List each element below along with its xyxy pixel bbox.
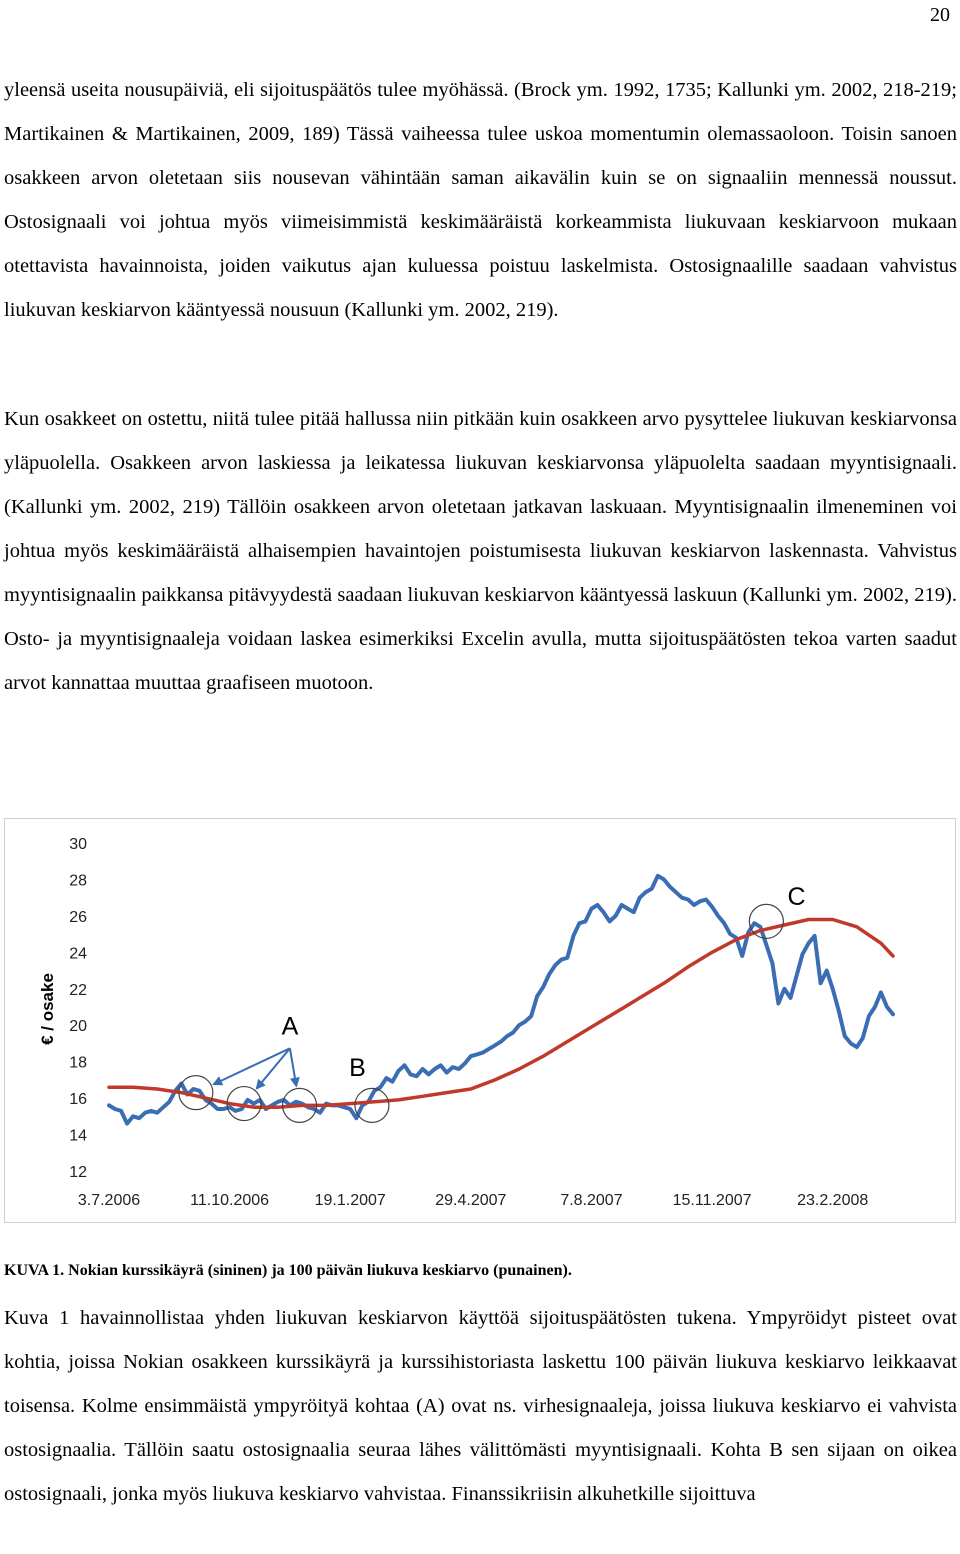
stock-chart bbox=[5, 819, 955, 1222]
paragraph-2: Kun osakkeet on ostettu, niitä tulee pitää hallussa niin pitkään kuin osakkeen arvo pysyttelee liukuvan keskiarvonsa yläpuolella. Osakkeen arvon laskiessa ja leikatessa liukuvan keskiarvonsa yläpuolelta saadaan myyntisignaali. (Kallunki ym. 2002, 219) Tällöin osakkeen arvon oletetaan jatkavan laskuaan. Myyntisignaalin ilmeneminen voi johtua myös keskimääräistä alhaisempien havaintojen poistumisesta liukuvan keskiarvon laskennasta. Vahvistus myyntisignaalin paikkansa pitävyydestä saadaan liukuvan keskiarvon kääntyessä laskuun (Kallunki ym. 2002, 219). Osto- ja myyntisignaaleja voidaan laskea esimerkiksi Excelin avulla, mutta sijoituspäätösten tekoa varten saadut arvot kannattaa muuttaa graafiseen muotoon. bbox=[4, 408, 957, 694]
y-tick-label: 28 bbox=[69, 872, 87, 890]
chart-frame bbox=[4, 818, 956, 1223]
signal-arrow bbox=[290, 1048, 296, 1085]
x-tick-label: 15.11.2007 bbox=[672, 1192, 752, 1209]
y-tick-label: 22 bbox=[69, 981, 87, 999]
x-tick-label: 7.8.2007 bbox=[560, 1192, 623, 1209]
x-tick-label: 29.4.2007 bbox=[435, 1192, 507, 1209]
y-tick-label: 12 bbox=[69, 1164, 87, 1181]
signal-arrow bbox=[214, 1048, 290, 1084]
page-number: 20 bbox=[930, 4, 950, 26]
y-tick-label: 16 bbox=[69, 1091, 87, 1109]
x-tick-label: 11.10.2006 bbox=[190, 1192, 270, 1209]
y-tick-label: 24 bbox=[69, 945, 87, 963]
x-tick-label: 3.7.2006 bbox=[77, 1192, 141, 1209]
y-tick-label: 26 bbox=[69, 908, 87, 926]
annotation-label-c: C bbox=[787, 882, 806, 911]
y-tick-label: 18 bbox=[69, 1054, 87, 1072]
annotation-label-a: A bbox=[281, 1012, 299, 1041]
paragraph-1: yleensä useita nousupäiviä, eli sijoituspäätös tulee myöhässä. (Brock ym. 1992, 1735; Kallunki ym. 2002, 218-219; Martikainen & Martikainen, 2009, 189) Tässä vaiheessa tulee uskoa momentumin olemassaoloon. Toisin sanoen osakkeen arvon oletetaan siis nousevan vähintään saman aikavälin kuin se on signaaliin mennessä noussut. Ostosignaali voi johtua myös viimeisimmistä keskimääräistä korkeammista liukuvaan keskiarvoon mukaan otettavista havainnoista, joiden vaikutus ajan kuluessa poistuu laskelmista. Ostosignaalille saadaan vahvistus liukuvan keskiarvon kääntyessä nousuun (Kallunki ym. 2002, 219). bbox=[4, 79, 957, 321]
y-axis-label: € / osake bbox=[38, 973, 57, 1045]
x-tick-label: 19.1.2007 bbox=[314, 1192, 386, 1209]
y-tick-label: 20 bbox=[69, 1018, 87, 1036]
y-tick-label: 14 bbox=[69, 1127, 87, 1145]
paragraph-3: Kuva 1 havainnollistaa yhden liukuvan keskiarvon käyttöä sijoituspäätösten tukena. Ympyröidyt pisteet ovat kohtia, joissa Nokian osakkeen kurssikäyrä ja kurssihistoriasta laskettu 100 päivän liukuva keskiarvo leikkaavat toisensa. Kolme ensimmäistä ympyröityä kohtaa (A) ovat ns. virhesignaaleja, joissa liukuva keskiarvo ei vahvista ostosignaalia. Tällöin saatu ostosignaalia seuraa lähes välittömästi myyntisignaali. Kohta B sen sijaan on oikea ostosignaali, jonka myös liukuva keskiarvo vahvistaa. Finanssikriisin alkuhetkille sijoittuva bbox=[4, 1307, 957, 1505]
signal-arrow bbox=[257, 1048, 290, 1088]
x-tick-label: 23.2.2008 bbox=[797, 1192, 869, 1209]
price-series-line bbox=[109, 876, 893, 1124]
figure-caption: KUVA 1. Nokian kurssikäyrä (sininen) ja 100 päivän liukuva keskiarvo (punainen). bbox=[4, 1262, 572, 1279]
y-tick-label: 30 bbox=[69, 836, 87, 853]
annotation-label-b: B bbox=[349, 1054, 366, 1083]
